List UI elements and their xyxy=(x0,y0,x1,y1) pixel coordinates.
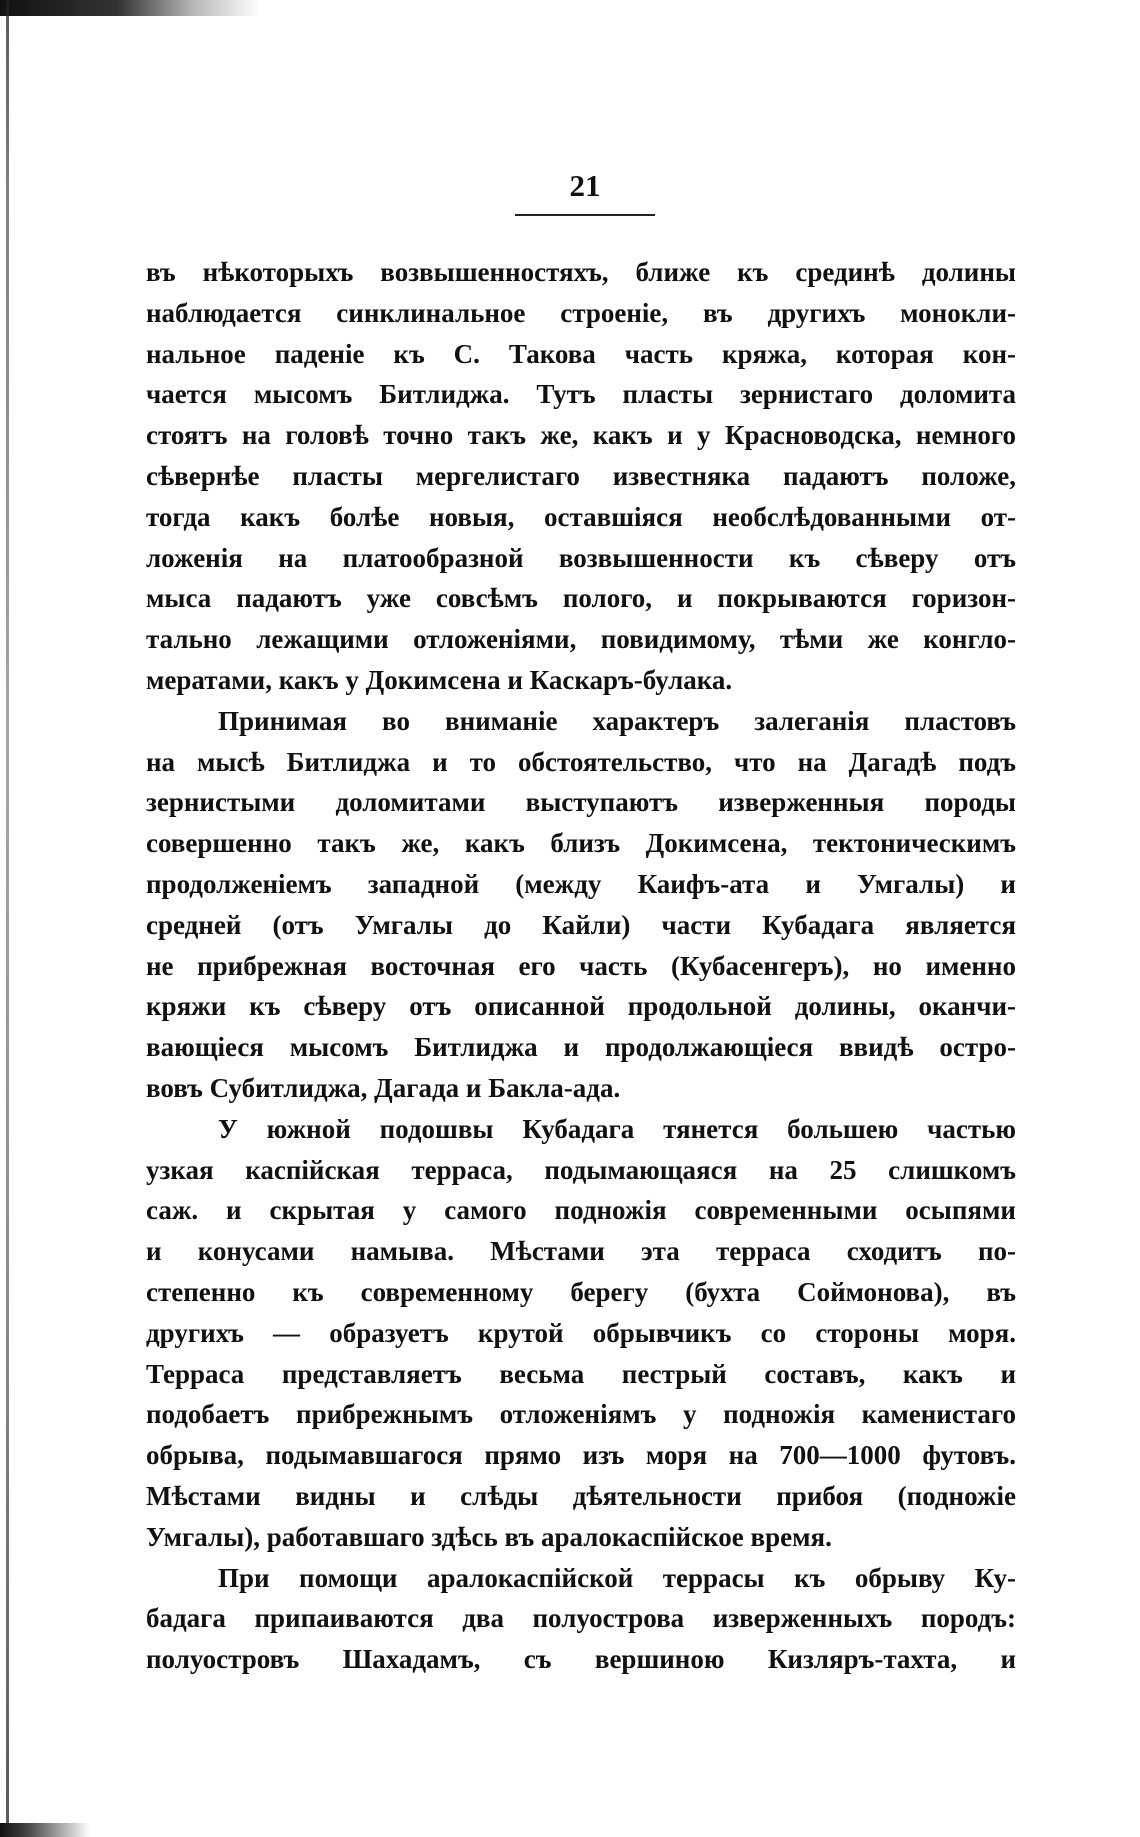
text-line: Терраса представляетъ весьма пестрый составъ, какъ и xyxy=(146,1358,1016,1389)
scan-artifact-left-edge xyxy=(6,0,9,1837)
text-line: нальное паденіе къ С. Такова часть кряжа, которая кон- xyxy=(146,338,1016,369)
page-number-rule xyxy=(515,214,655,216)
text-line: наблюдается синклинальное строеніе, въ другихъ монокли- xyxy=(146,297,1016,328)
text-line: продолженіемъ западной (между Каифъ-ата и Умгалы) и xyxy=(146,868,1016,899)
text-line: степенно къ современному берегу (бухта Соймонова), въ xyxy=(146,1276,1016,1307)
text-line: полуостровъ Шахадамъ, съ вершиною Кизляръ-тахта, и xyxy=(146,1644,1016,1675)
text-line: тогда какъ болѣе новыя, оставшіяся необслѣдованными от- xyxy=(146,501,1016,532)
text-line: чается мысомъ Битлиджа. Тутъ пласты зернистаго доломита xyxy=(146,379,1016,410)
text-line: въ нѣкоторыхъ возвышенностяхъ, ближе къ срединѣ долины xyxy=(146,257,1016,287)
text-line: другихъ — образуетъ крутой обрывчикъ со стороны моря. xyxy=(146,1317,1016,1348)
text-line: мыса падаютъ уже совсѣмъ полого, и покрываются горизон- xyxy=(146,583,1016,614)
text-line: бадага припаиваются два полуострова изверженныхъ породъ: xyxy=(146,1603,1016,1634)
text-line: вовъ Субитлиджа, Дагада и Бакла-ада. xyxy=(146,1072,621,1103)
text-line: на мысѣ Битлиджа и то обстоятельство, что на Дагадѣ подъ xyxy=(146,746,1016,777)
text-line: тально лежащими отложеніями, повидимому, тѣми же конгло- xyxy=(146,624,1016,655)
text-line: мератами, какъ у Докимсена и Каскаръ-булака. xyxy=(146,664,733,695)
text-line: Умгалы), работавшаго здѣсь въ аралокаспійское время. xyxy=(146,1521,832,1552)
scan-artifact-top xyxy=(0,0,260,16)
text-line: вающіеся мысомъ Битлиджа и продолжающіеся ввидѣ остро- xyxy=(146,1032,1016,1063)
text-line: не прибрежная восточная его часть (Кубасенгеръ), но именно xyxy=(146,950,1016,981)
text-line: Принимая во вниманіе характеръ залеганія пластовъ xyxy=(218,705,1016,736)
text-line: зернистыми доломитами выступаютъ изверженныя породы xyxy=(146,787,1016,818)
text-line: саж. и скрытая у самого подножія современными осыпями xyxy=(146,1195,1016,1226)
text-line: кряжи къ сѣверу отъ описанной продольной долины, оканчи- xyxy=(146,991,1016,1022)
page-number: 21 xyxy=(569,168,601,203)
text-line: узкая каспійская терраса, подымающаяся на 25 слишкомъ xyxy=(146,1154,1016,1185)
paragraph xyxy=(146,252,1016,701)
text-line: При помощи аралокаспійской террасы къ обрыву Ку- xyxy=(218,1562,1016,1593)
text-line: сѣвернѣе пласты мергелистаго известняка падаютъ положе, xyxy=(146,460,1016,491)
paragraph xyxy=(146,1109,1016,1558)
text-line: совершенно такъ же, какъ близъ Докимсена, тектоническимъ xyxy=(146,828,1016,859)
page-body xyxy=(146,252,1016,1680)
text-line: подобаетъ прибрежнымъ отложеніямъ у подножія каменистаго xyxy=(146,1399,1016,1430)
text-line: обрыва, подымавшагося прямо изъ моря на 700—1000 футовъ. xyxy=(146,1440,1016,1471)
paragraph xyxy=(146,1558,1016,1680)
scan-artifact-bottom xyxy=(0,1823,90,1837)
text-line: и конусами намыва. Мѣстами эта терраса сходитъ по- xyxy=(146,1236,1016,1267)
text-line: У южной подошвы Кубадага тянется большею частью xyxy=(218,1113,1016,1144)
text-line: стоятъ на головѣ точно такъ же, какъ и у Красноводска, немного xyxy=(146,420,1016,451)
text-line: Мѣстами видны и слѣды дѣятельности прибоя (подножіе xyxy=(146,1480,1016,1511)
text-line: средней (отъ Умгалы до Кайли) части Кубадага является xyxy=(146,909,1016,940)
paragraph xyxy=(146,701,1016,1109)
text-line: ложенія на платообразной возвышенности къ сѣверу отъ xyxy=(146,542,1016,573)
